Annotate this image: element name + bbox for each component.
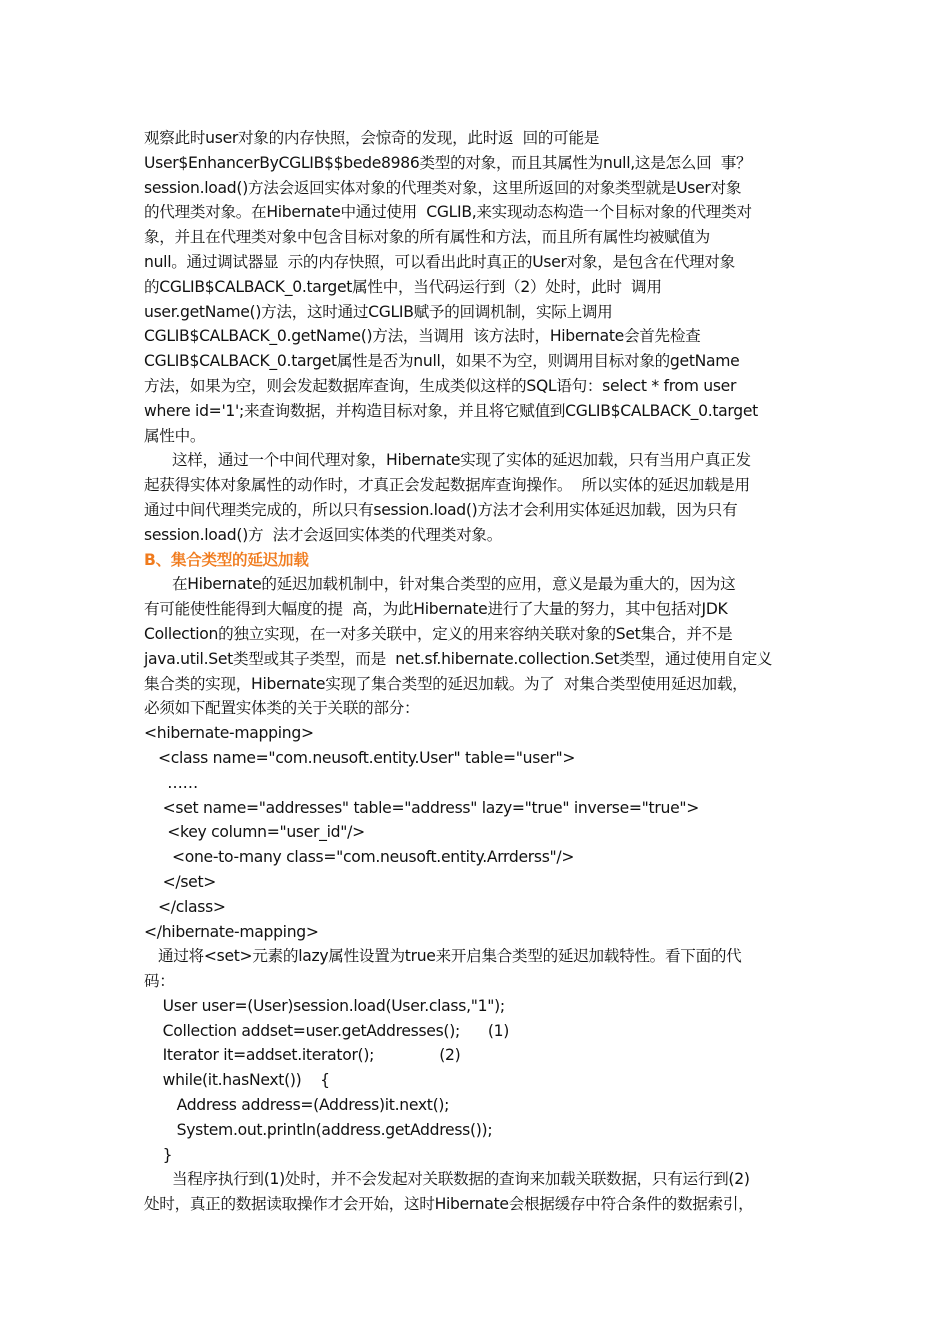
text-line: Iterator it=addset.iterator(); (2) xyxy=(144,1046,461,1065)
text-line: 必须如下配置实体类的关于关联的部分： xyxy=(144,699,420,718)
text-line: User user=(User)session.load(User.class,"1"); xyxy=(144,996,505,1015)
text-line: 处时，真正的数据读取操作才会开始，这时Hibernate会根据缓存中符合条件的数据索引， xyxy=(144,1195,754,1214)
text-line: session.load()方 法才会返回实体类的代理类对象。 xyxy=(144,525,502,544)
text-line: </class> xyxy=(144,897,226,916)
text-line: <class name="com.neusoft.entity.User" table="user"> xyxy=(144,748,576,767)
text-line: 观察此时user对象的内存快照，会惊奇的发现，此时返 回的可能是 xyxy=(144,129,600,147)
section-heading: B、集合类型的延迟加载 xyxy=(144,550,309,569)
text-line: System.out.println(address.getAddress()); xyxy=(144,1120,493,1139)
text-line: User$EnhancerByCGLIB$$bede8986类型的对象，而且其属性为null,这是怎么回 事？ xyxy=(144,153,752,172)
text-line: 起获得实体对象属性的动作时，才真正会发起数据库查询操作。 所以实体的延迟加载是用 xyxy=(144,476,750,495)
text-line: 有可能使性能得到大幅度的提 高，为此Hibernate进行了大量的努力，其中包括对JDK xyxy=(144,600,728,619)
text-line: java.util.Set类型或其子类型，而是 net.sf.hibernate.collection.Set类型，通过使用自定义 xyxy=(144,649,773,668)
text-line: Address address=(Address)it.next(); xyxy=(144,1096,450,1115)
text-line: 在Hibernate的延迟加载机制中，针对集合类型的应用，意义是最为重大的，因为这 xyxy=(144,575,736,594)
text-line: 方法，如果为空，则会发起数据库查询，生成类似这样的SQL语句：select * from user xyxy=(144,376,737,395)
text-line: </set> xyxy=(144,872,217,891)
text-line: …… xyxy=(144,773,198,792)
text-line: Collection addset=user.getAddresses(); (1) xyxy=(144,1021,510,1040)
text-line: session.load()方法会返回实体对象的代理类对象，这里所返回的对象类型就是User对象 xyxy=(144,178,742,197)
text-line: 码： xyxy=(144,972,175,991)
text-line: CGLIB$CALBACK_0.getName()方法，当调用 该方法时，Hibernate会首先检查 xyxy=(144,327,701,346)
text-line: where id='1';来查询数据，并构造目标对象，并且将它赋值到CGLIB$CALBACK_0.target xyxy=(144,401,758,420)
text-line: 通过中间代理类完成的，所以只有session.load()方法才会利用实体延迟加载，因为只有 xyxy=(144,500,738,519)
text-line: while(it.hasNext()) { xyxy=(144,1071,330,1090)
text-line: } xyxy=(144,1145,173,1164)
text-line: 属性中。 xyxy=(144,426,206,445)
text-line: <set name="addresses" table="address" lazy="true" inverse="true"> xyxy=(144,798,699,817)
text-line: 象，并且在代理类对象中包含目标对象的所有属性和方法，而且所有属性均被赋值为 xyxy=(144,228,710,247)
document-body xyxy=(144,126,809,1217)
text-line: 集合类的实现，Hibernate实现了集合类型的延迟加载。为了 对集合类型使用延迟加载， xyxy=(144,674,748,693)
text-line: <key column="user_id"/> xyxy=(144,823,365,842)
text-line: 的CGLIB$CALBACK_0.target属性中，当代码运行到（2）处时，此时 调用 xyxy=(144,277,662,296)
text-line: 通过将<set>元素的lazy属性设置为true来开启集合类型的延迟加载特性。看下面的代 xyxy=(144,947,742,966)
text-line: Collection的独立实现，在一对多关联中，定义的用来容纳关联对象的Set集合，并不是 xyxy=(144,624,733,643)
text-line: 当程序执行到(1)处时，并不会发起对关联数据的查询来加载关联数据，只有运行到(2) xyxy=(144,1170,750,1189)
text-line: null。通过调试器显 示的内存快照，可以看出此时真正的User对象，是包含在代理对象 xyxy=(144,252,735,271)
text-line: 这样，通过一个中间代理对象，Hibernate实现了实体的延迟加载，只有当用户真正发 xyxy=(144,451,751,470)
text-line: CGLIB$CALBACK_0.target属性是否为null，如果不为空，则调用目标对象的getName xyxy=(144,352,740,371)
text-line: user.getName()方法，这时通过CGLIB赋予的回调机制，实际上调用 xyxy=(144,302,613,321)
text-line: <one-to-many class="com.neusoft.entity.Arrderss"/> xyxy=(144,848,575,867)
text-line: <hibernate-mapping> xyxy=(144,724,314,743)
text-line: </hibernate-mapping> xyxy=(144,922,319,941)
text-line: 的代理类对象。在Hibernate中通过使用 CGLIB,来实现动态构造一个目标对象的代理类对 xyxy=(144,203,752,222)
